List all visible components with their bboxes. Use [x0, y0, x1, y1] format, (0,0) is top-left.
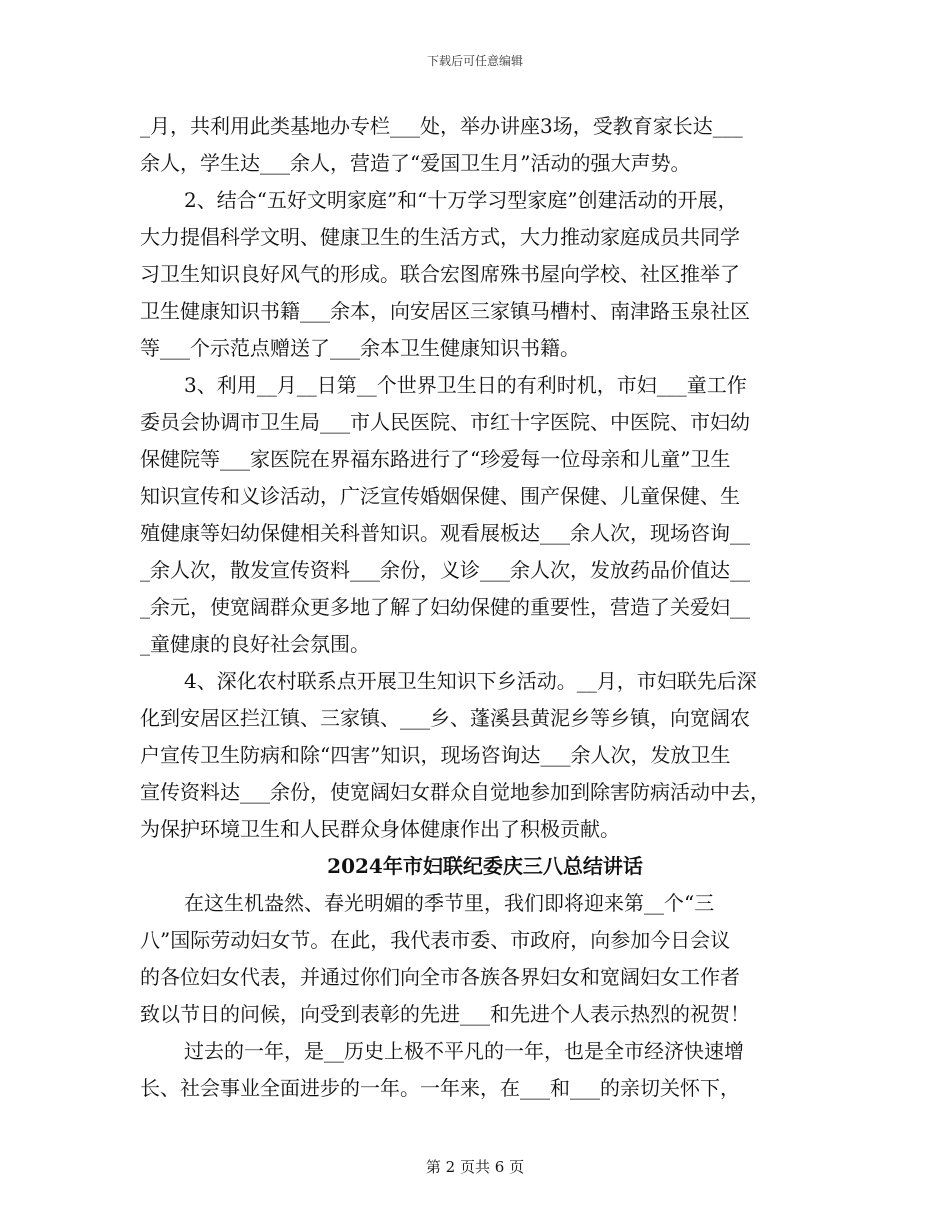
- text-line: 知识宣传和义诊活动，广泛宣传婚姻保健、围产保健、儿童保健、生: [140, 484, 740, 508]
- text-line: 致以节日的问候，向受到表彰的先进___和先进个人表示热烈的祝贺！: [140, 1002, 750, 1026]
- text-line: 的各位妇女代表，并通过你们向全市各族各界妇女和宽阔妇女工作者: [140, 965, 740, 989]
- paragraph-start-line: 3、利用__月__日第__个世界卫生日的有利时机，市妇___童工作: [184, 373, 747, 397]
- text-line: _童健康的良好社会氛围。: [140, 632, 370, 656]
- text-line: 宣传资料达___余份，使宽阔妇女群众自觉地参加到除害防病活动中去，: [140, 780, 770, 804]
- text-line: 习卫生知识良好风气的形成。联合宏图席殊书屋向学校、社区推举了: [140, 262, 740, 286]
- text-line: 卫生健康知识书籍___余本，向安居区三家镇马槽村、南津路玉泉社区: [140, 299, 750, 323]
- text-line: 为保护环境卫生和人民群众身体健康作出了积极贡献。: [140, 817, 620, 841]
- text-line: _余人次，散发宣传资料___余份，义诊___余人次，发放药品价值达__: [140, 558, 750, 582]
- text-line: _余元，使宽阔群众更多地了解了妇幼保健的重要性，营造了关爱妇__: [140, 595, 750, 619]
- page-footer: 第 2 页共 6 页: [425, 1158, 525, 1176]
- document-body: [140, 108, 830, 1107]
- text-line: 委员会协调市卫生局___市人民医院、市红十字医院、中医院、市妇幼: [140, 410, 750, 434]
- text-line: _月，共利用此类基地办专栏___处，举办讲座3场，受教育家长达___: [140, 114, 743, 138]
- paragraph-start-line: 2、结合“五好文明家庭”和“十万学习型家庭”创建活动的开展，: [184, 188, 738, 212]
- section-title: 2024年市妇联纪委庆三八总结讲话: [327, 854, 643, 878]
- page-header: 下载后可任意编辑: [426, 54, 523, 68]
- text-line: 保健院等___家医院在界福东路进行了“珍爱每一位母亲和儿童”卫生: [140, 447, 731, 471]
- paragraph-start-line: 过去的一年，是__历史上极不平凡的一年，也是全市经济快速增: [184, 1039, 744, 1063]
- text-line: 户宣传卫生防病和除“四害”知识，现场咨询达___余人次，发放卫生: [140, 743, 731, 767]
- paragraph-start-line: 在这生机盎然、春光明媚的季节里，我们即将迎来第__个“三: [184, 891, 715, 915]
- text-line: 八”国际劳动妇女节。在此，我代表市委、市政府，向参加今日会议: [140, 928, 731, 952]
- text-line: 等___个示范点赠送了___余本卫生健康知识书籍。: [140, 336, 580, 360]
- text-line: 大力提倡科学文明、健康卫生的生活方式，大力推动家庭成员共同学: [140, 225, 740, 249]
- text-line: 化到安居区拦江镇、三家镇、___乡、蓬溪县黄泥乡等乡镇，向宽阔农: [140, 706, 750, 730]
- text-line: 长、社会事业全面进步的一年。一年来，在___和___的亲切关怀下，: [140, 1076, 740, 1100]
- text-line: 余人，学生达___余人，营造了“爱国卫生月”活动的强大声势。: [140, 151, 691, 175]
- paragraph-start-line: 4、深化农村联系点开展卫生知识下乡活动。__月，市妇联先后深: [184, 669, 757, 693]
- text-line: 殖健康等妇幼保健相关科普知识。观看展板达___余人次，现场咨询__: [140, 521, 750, 545]
